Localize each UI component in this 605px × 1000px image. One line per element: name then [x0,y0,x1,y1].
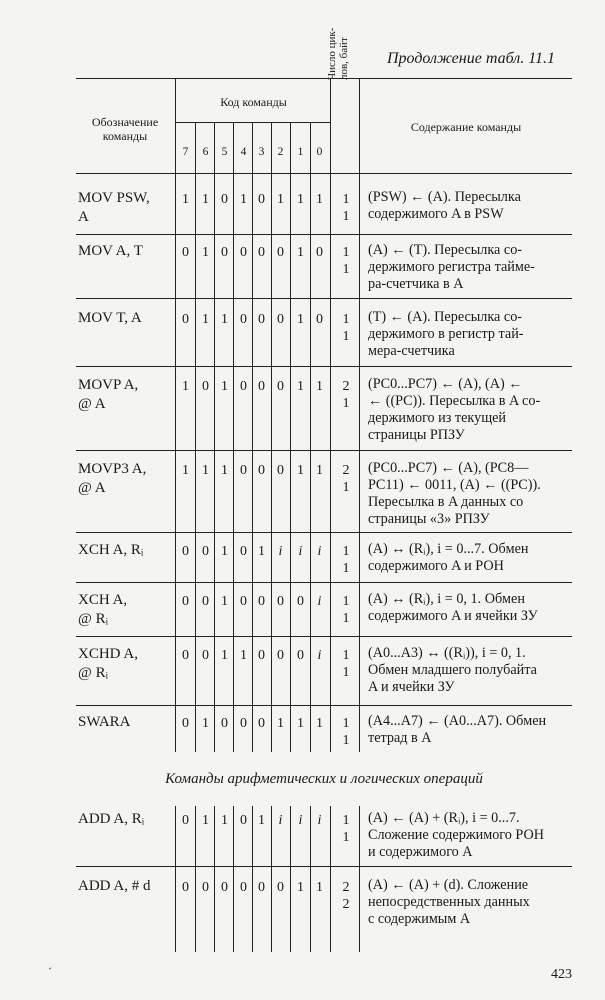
bit-cell: 0 [258,880,265,895]
page-number: 423 [551,967,572,982]
cycles-value: 1 [342,480,350,495]
continuation-caption: Продолжение табл. 11.1 [386,50,555,67]
bit-cell: 1 [240,192,247,207]
header-cycles: Число цик- лов, байт [326,27,350,80]
description-line: с содержимым A [368,911,471,927]
bit-cell: 1 [221,594,228,609]
bit-cell: 0 [221,716,228,731]
description [368,376,572,444]
bit-cell: 0 [258,594,265,609]
row-rule [76,866,572,867]
mnemonic-line: ADD A, # d [78,878,151,894]
description-line: (A4...A7) ← (A0...A7). Обмен [368,713,547,729]
bit-cell: 0 [258,463,265,478]
bit-cell: 0 [277,594,284,609]
bit-cell: 0 [277,379,284,394]
cycles-value: 1 [342,733,350,748]
header-code: Код команды [220,95,287,109]
mnemonic [78,810,174,829]
description-line: непосредственных данных [368,894,530,910]
bit-cell: 0 [240,245,247,260]
bit-cell: 0 [258,648,265,663]
header-bit-1: 1 [297,146,304,158]
cycles-value: 1 [342,561,350,576]
mnemonic-line: ADD A, Rᵢ [78,811,145,827]
cycles-cell [336,543,356,577]
description-line: страницы РПЗУ [368,427,465,443]
bit-cell: 1 [316,880,323,895]
description [368,810,572,861]
header-bit-7: 7 [182,146,189,158]
mnemonic-line: @ A [78,396,106,412]
mnemonic-line: @ A [78,480,106,496]
bit-cell: 1 [182,192,189,207]
mnemonic [78,309,174,328]
bit-cell: 1 [258,813,265,828]
description-line: (T) ← (A). Пересылка со- [368,309,523,325]
mnemonic [78,242,174,261]
bit-cell: 0 [258,312,265,327]
mnemonic-line: MOV A, T [78,243,143,259]
cycles-value: 1 [342,611,350,626]
bit-cell: 0 [221,192,228,207]
mnemonic [78,189,174,227]
description-line: (A) ↔ (Rᵢ), i = 0...7. Обмен [368,541,529,557]
bit-cell: 0 [258,379,265,394]
bit-cell: i [278,813,283,828]
description-line: Сложение содержимого РОН [368,827,544,843]
description-line: (A) ← (A) + (d). Сложение [368,877,529,893]
bit-cell: 1 [202,312,209,327]
bit-cell: 1 [240,648,247,663]
bit-cell: 0 [258,192,265,207]
row-rule [176,122,330,123]
bit-cell: 1 [316,379,323,394]
header-designation: Обозначение команды [91,115,159,143]
bit-cell: 1 [202,813,209,828]
bit-cell: 1 [277,716,284,731]
description-line: (A) ← (A) + (Rᵢ), i = 0...7. [368,810,520,826]
mnemonic [78,713,174,732]
description-line: содержимого A и ячейки ЗУ [368,608,538,624]
section-title: Команды арифметических и логических операций [165,771,483,787]
row-rule [76,298,572,299]
cycles-value: 1 [342,262,350,277]
description-line: (PC0...PC7) ← (A), (A) ← [368,376,523,392]
bit-cell: i [317,813,322,828]
cycles-value: 1 [342,245,350,260]
bit-cell: 0 [258,245,265,260]
bit-cell: 0 [316,245,323,260]
mnemonic-line: @ Rᵢ [78,665,109,681]
header-bit-6: 6 [202,146,209,158]
bit-cell: 0 [277,245,284,260]
bit-cell: 0 [277,312,284,327]
description-line: держимого в регистр тай- [368,326,524,342]
cycles-value: 1 [342,813,350,828]
bit-cell: 1 [316,192,323,207]
cycles-value: 2 [342,463,350,478]
bit-cell: 0 [240,594,247,609]
bit-cell: 1 [221,379,228,394]
description-line: содержимого A в PSW [368,206,504,222]
bit-cell: 0 [297,594,304,609]
row-rule [76,582,572,583]
bit-cell: 0 [240,813,247,828]
header-bit-0: 0 [316,146,323,158]
mnemonic-line: MOV T, A [78,310,142,326]
cycles-value: 1 [342,716,350,731]
mnemonic [78,877,174,896]
header-bit-2: 2 [277,146,284,158]
cycles-cell [336,715,356,749]
cycles-value: 1 [342,396,350,411]
row-rule [76,705,572,706]
bit-cell: i [298,544,303,559]
mnemonic-line: XCH A, [78,592,128,608]
bit-cell: 1 [182,379,189,394]
bit-cell: 0 [182,312,189,327]
cycles-value: 2 [342,379,350,394]
bit-cell: 1 [297,463,304,478]
bit-cell: i [317,544,322,559]
description [368,877,572,928]
column-rule [359,78,360,752]
row-rule [76,234,572,235]
bit-cell: i [317,648,322,663]
row-rule [76,366,572,367]
column-rule [359,806,360,952]
bit-cell: 1 [221,544,228,559]
bit-cell: 1 [202,245,209,260]
column-rule [330,78,331,752]
description-line: тетрад в A [368,730,432,746]
bit-cell: 1 [316,716,323,731]
margin-mark: ´ [48,965,52,979]
bit-cell: 0 [202,379,209,394]
bit-cell: 0 [221,245,228,260]
cycles-cell [336,378,356,412]
bit-cell: 0 [182,245,189,260]
bit-cell: 1 [297,379,304,394]
bit-cell: 1 [202,192,209,207]
description-line: (A) ← (T). Пересылка со- [368,242,523,258]
cycles-cell [336,244,356,278]
cycles-value: 1 [342,544,350,559]
mnemonic-line: @ Rᵢ [78,611,109,627]
bit-cell: 1 [258,544,265,559]
cycles-value: 2 [342,897,350,912]
row-rule [76,173,572,174]
description [368,713,572,747]
bit-cell: i [317,594,322,609]
cycles-value: 1 [342,830,350,845]
row-rule [76,636,572,637]
description-line: мера-счетчика [368,343,455,359]
bit-cell: 0 [277,880,284,895]
mnemonic-line: MOV PSW, [78,190,150,206]
description-line: Обмен младшего полубайта [368,662,537,678]
bit-cell: i [298,813,303,828]
bit-cell: 0 [240,463,247,478]
bit-cell: 0 [182,544,189,559]
row-rule [76,78,572,79]
header-bit-4: 4 [240,146,247,158]
bit-cell: 0 [240,880,247,895]
cycles-value: 2 [342,880,350,895]
bit-cell: 0 [182,716,189,731]
cycles-cell [336,879,356,913]
bit-cell: 0 [240,312,247,327]
cycles-value: 1 [342,329,350,344]
bit-cell: 0 [182,880,189,895]
mnemonic-line: XCHD A, [78,646,139,662]
description [368,460,572,528]
mnemonic-line: XCH A, Rᵢ [78,542,144,558]
mnemonic [78,460,174,498]
bit-cell: 0 [202,648,209,663]
bit-cell: 0 [202,544,209,559]
bit-cell: 1 [297,245,304,260]
bit-cell: 1 [297,880,304,895]
bit-cell: 0 [202,594,209,609]
bit-cell: 1 [182,463,189,478]
bit-cell: 0 [277,648,284,663]
cycles-value: 1 [342,192,350,207]
description-line: страницы «3» РПЗУ [368,511,490,527]
bit-cell: 1 [221,648,228,663]
mnemonic-line: MOVP3 A, [78,461,147,477]
description-line: ← ((PC)). Пересылка в A со- [368,393,541,409]
bit-cell: 1 [297,312,304,327]
mnemonic-line: A [78,209,89,225]
mnemonic [78,645,174,683]
cycles-cell [336,593,356,627]
cycles-cell [336,647,356,681]
bit-cell: 0 [182,594,189,609]
bit-cell: 0 [316,312,323,327]
description [368,242,572,293]
mnemonic [78,376,174,414]
bit-cell: 0 [182,648,189,663]
bit-cell: 1 [221,813,228,828]
mnemonic [78,591,174,629]
cycles-value: 1 [342,665,350,680]
bit-cell: 0 [182,813,189,828]
description-line: содержимого A и РОН [368,558,504,574]
cycles-value: 1 [342,648,350,663]
description [368,591,572,625]
description-line: (A0...A3) ↔ ((Rᵢ)), i = 0, 1. [368,645,526,661]
bit-cell: 0 [240,544,247,559]
row-rule [76,450,572,451]
description [368,309,572,360]
cycles-value: 1 [342,594,350,609]
cycles-cell [336,311,356,345]
bit-cell: 0 [277,463,284,478]
description-line: (PC0...PC7) ← (A), (PC8— [368,460,529,476]
bit-cell: 1 [277,192,284,207]
description-line: держимого регистра тайме- [368,259,535,275]
header-bit-3: 3 [258,146,265,158]
description [368,541,572,575]
row-rule [76,532,572,533]
mnemonic-line: SWARA [78,714,131,730]
bit-cell: 0 [240,379,247,394]
bit-cell: i [278,544,283,559]
bit-cell: 0 [297,648,304,663]
bit-cell: 0 [258,716,265,731]
description [368,189,572,223]
bit-cell: 1 [297,716,304,731]
cycles-cell [336,462,356,496]
description-line: (PSW) ← (A). Пересылка [368,189,521,205]
cycles-cell [336,191,356,225]
description-line: держимого из текущей [368,410,507,426]
bit-cell: 1 [297,192,304,207]
cycles-value: 1 [342,209,350,224]
description-line: ра-счетчика в A [368,276,464,292]
cycles-cell [336,812,356,846]
bit-cell: 1 [221,312,228,327]
description-line: и содержимого A [368,844,473,860]
column-rule [330,806,331,952]
header-bit-5: 5 [221,146,228,158]
bit-cell: 1 [202,716,209,731]
description-line: (A) ↔ (Rᵢ), i = 0, 1. Обмен [368,591,525,607]
mnemonic [78,541,174,560]
bit-cell: 1 [221,463,228,478]
cycles-value: 1 [342,312,350,327]
bit-cell: 0 [240,716,247,731]
bit-cell: 1 [202,463,209,478]
description-line: Пересылка в A данных со [368,494,524,510]
bit-cell: 0 [221,880,228,895]
header-content: Содержание команды [410,120,522,134]
bit-cell: 1 [316,463,323,478]
description [368,645,572,696]
description-line: PC11) ← 0011, (A) ← ((PC)). [368,477,541,493]
description-line: A и ячейки ЗУ [368,679,455,695]
bit-cell: 0 [202,880,209,895]
mnemonic-line: MOVP A, [78,377,139,393]
